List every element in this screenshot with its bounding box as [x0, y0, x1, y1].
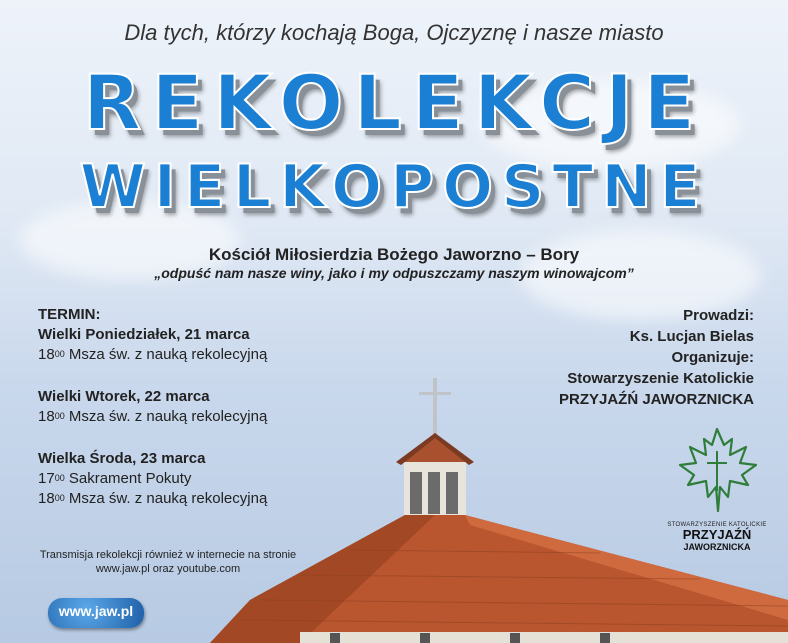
day-3-event-1: $17^{00}$ Sakrament Pokuty	[38, 470, 192, 487]
church-name: Kościół Miłosierdzia Bożego Jaworzno – Bory	[208, 245, 580, 264]
cross-icon	[419, 378, 451, 436]
day-2-event-1: $18^{00}$ Msza św. z nauką rekolecyjną	[38, 408, 268, 425]
title-line-2: WIELKOPOSTNE	[79, 152, 709, 222]
organizers	[454, 305, 754, 410]
tagline: Dla tych, którzy kochają Boga, Ojczyznę i nasze miasto	[124, 20, 664, 45]
maple-leaf-cross-icon	[672, 425, 762, 515]
schedule	[38, 305, 368, 509]
quote: „odpuść nam nasze winy, jako i my odpuszczamy naszym winowajcom”	[154, 265, 634, 281]
lead-label: Prowadzi:	[683, 307, 754, 324]
logo-small-text: STOWARZYSZENIE KATOLICKIE	[667, 522, 767, 528]
transmission-note: Transmisja rekolekcji również w internecie na stronie www.jaw.pl oraz youtube.com	[39, 549, 297, 575]
logo-big-text: PRZYJAŹŃ	[682, 527, 752, 542]
org-name-2: PRZYJAŹŃ JAWORZNICKA	[558, 391, 754, 408]
day-2-title: Wielki Wtorek, 22 marca	[38, 388, 210, 405]
jaw-logo-link[interactable]	[48, 598, 144, 628]
day-3-event-2: $18^{00}$ Msza św. z nauką rekolecyjną	[38, 490, 268, 507]
jaw-logo-text: www.jaw.pl	[58, 603, 134, 619]
day-3-title: Wielka Środa, 23 marca	[38, 450, 206, 467]
day-1-event-1: $18^{00}$ Msza św. z nauką rekolecyjną	[38, 346, 268, 363]
lead-name: Ks. Lucjan Bielas	[629, 328, 754, 345]
schedule-heading: TERMIN:	[38, 306, 101, 323]
association-logo	[662, 425, 772, 552]
org-label: Organizuje:	[671, 349, 754, 366]
logo-mid-text: JAWORZNICKA	[683, 542, 751, 552]
title-line-1: REKOLEKCJE	[82, 58, 706, 147]
org-name-1: Stowarzyszenie Katolickie	[567, 370, 754, 387]
day-1-title: Wielki Poniedziałek, 21 marca	[38, 326, 250, 343]
